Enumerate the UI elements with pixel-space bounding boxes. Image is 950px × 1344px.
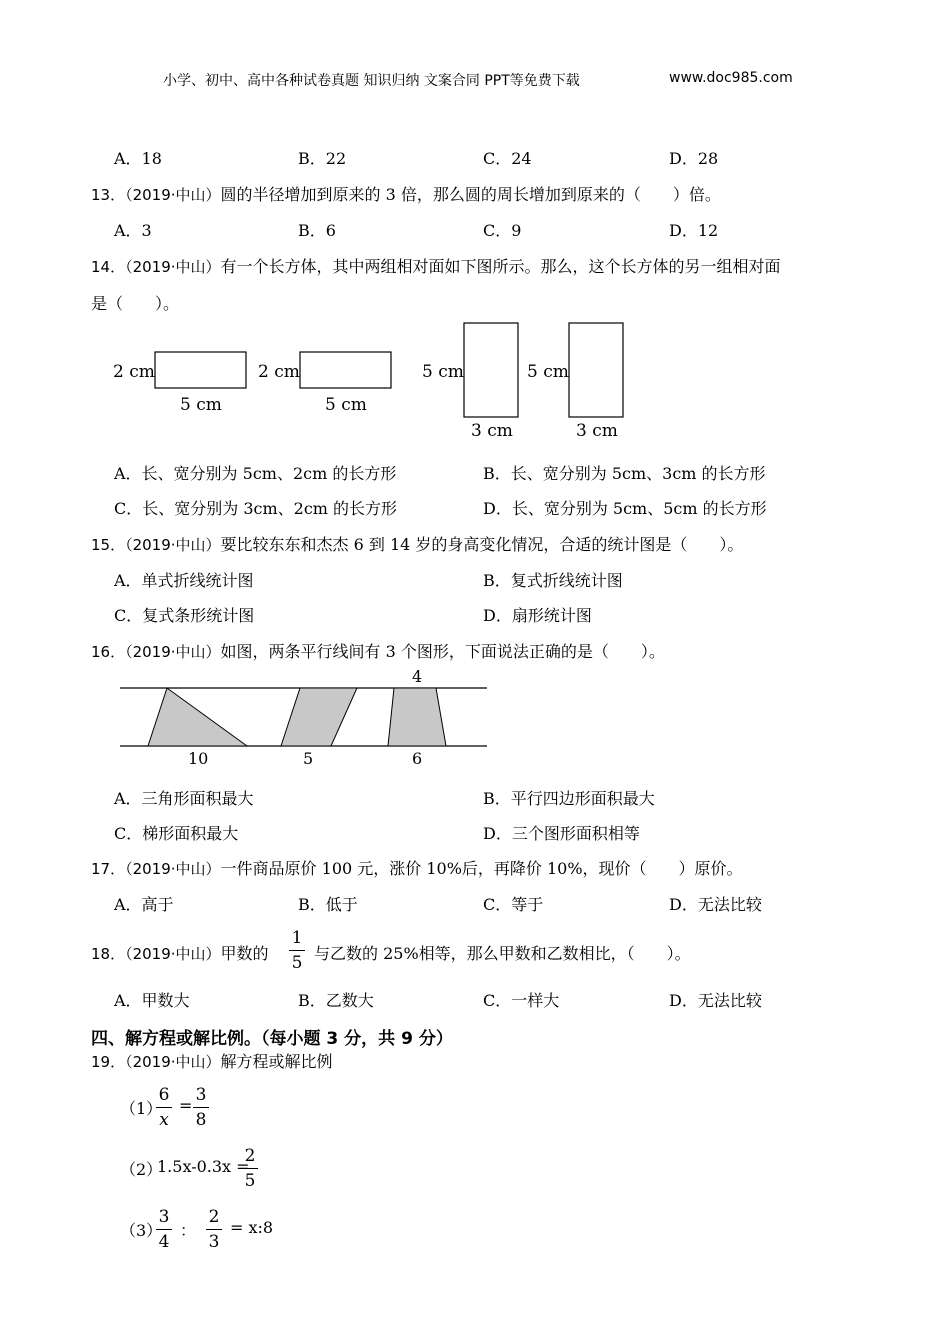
q12-option-b[interactable]: B．22 xyxy=(298,149,347,168)
equals-sign: = xyxy=(179,1096,193,1115)
triangle-shape xyxy=(148,688,247,746)
fraction-denominator: x xyxy=(159,1110,169,1130)
question-14-text-line2: 是（ ）。 xyxy=(91,294,180,313)
q15-option-d[interactable]: D．扇形统计图 xyxy=(483,606,592,625)
question-text: 要比较东东和杰杰 6 到 14 岁的身高变化情况，合适的统计图是（ ）。 xyxy=(220,535,744,554)
q17-option-a[interactable]: A．高于 xyxy=(114,895,174,914)
question-text: 解方程或解比例 xyxy=(220,1052,333,1071)
q15-option-c[interactable]: C．复式条形统计图 xyxy=(114,606,255,625)
question-text-a: 甲数的 xyxy=(220,944,269,963)
figure-label: 5 cm xyxy=(180,395,222,415)
ratio-rest: = x:8 xyxy=(230,1218,274,1237)
cuboid-faces-figure xyxy=(0,0,950,450)
question-text-b: 与乙数的 25%相等，那么甲数和乙数相比，（ ）。 xyxy=(314,944,691,963)
q18-option-a[interactable]: A．甲数大 xyxy=(114,991,190,1010)
fraction-numerator: 1 xyxy=(291,928,303,948)
fraction-denominator: 8 xyxy=(195,1110,207,1130)
sub-question-label: （1） xyxy=(120,1099,163,1118)
figure-label: 5 cm xyxy=(527,362,569,382)
q18-option-d[interactable]: D．无法比较 xyxy=(669,991,762,1010)
q14-option-c[interactable]: C．长、宽分别为 3cm、2cm 的长方形 xyxy=(114,499,398,518)
face-rect-4 xyxy=(569,323,623,417)
fraction xyxy=(206,1207,222,1252)
fraction xyxy=(193,1085,209,1130)
fraction-denominator: 5 xyxy=(244,1171,256,1191)
question-17 xyxy=(91,856,743,879)
q14-option-a[interactable]: A．长、宽分别为 5cm、2cm 的长方形 xyxy=(114,464,397,483)
q12-option-c[interactable]: C．24 xyxy=(483,149,532,168)
q17-option-c[interactable]: C．等于 xyxy=(483,895,544,914)
q17-option-b[interactable]: B．低于 xyxy=(298,895,358,914)
q14-option-b[interactable]: B．长、宽分别为 5cm、3cm 的长方形 xyxy=(483,464,766,483)
question-source: （2019·中山） xyxy=(125,536,221,554)
q13-option-a[interactable]: A．3 xyxy=(114,221,152,240)
parallelogram-shape xyxy=(281,688,357,746)
question-text: 圆的半径增加到原来的 3 倍，那么圆的周长增加到原来的（ ）倍。 xyxy=(220,185,721,204)
figure-label: 5 cm xyxy=(325,395,367,415)
fraction-denominator: 3 xyxy=(208,1232,220,1252)
question-18 xyxy=(91,941,269,964)
sub-question-label: （3） xyxy=(120,1221,163,1240)
figure-label: 5 xyxy=(303,749,314,768)
fraction-numerator: 6 xyxy=(158,1085,170,1105)
fraction-numerator: 2 xyxy=(208,1207,220,1227)
q16-option-a[interactable]: A．三角形面积最大 xyxy=(114,789,254,808)
q15-option-a[interactable]: A．单式折线统计图 xyxy=(114,571,254,590)
question-text: 如图，两条平行线间有 3 个图形，下面说法正确的是（ ）。 xyxy=(220,642,665,661)
q14-option-d[interactable]: D．长、宽分别为 5cm、5cm 的长方形 xyxy=(483,499,767,518)
question-source: （2019·中山） xyxy=(125,258,221,276)
header-url[interactable]: www.doc985.com xyxy=(669,70,793,86)
q16-option-d[interactable]: D．三个图形面积相等 xyxy=(483,824,640,843)
q13-option-d[interactable]: D．12 xyxy=(669,221,719,240)
header-text: 小学、初中、高中各种试卷真题 知识归纳 文案合同 PPT等免费下载 xyxy=(163,73,580,89)
q17-option-d[interactable]: D．无法比较 xyxy=(669,895,762,914)
question-number: 17． xyxy=(91,860,126,878)
question-source: （2019·中山） xyxy=(125,643,221,661)
fraction-numerator: 3 xyxy=(195,1085,207,1105)
question-19 xyxy=(91,1049,333,1072)
trapezoid-shape xyxy=(388,688,446,746)
question-number: 15． xyxy=(91,536,126,554)
section-title: 四、解方程或解比例。（每小题 3 分，共 9 分） xyxy=(91,1029,453,1049)
figure-label: 2 cm xyxy=(113,362,155,382)
fraction-numerator: 3 xyxy=(158,1207,170,1227)
equation-expression: 1.5x-0.3x = xyxy=(157,1157,250,1176)
q16-option-c[interactable]: C．梯形面积最大 xyxy=(114,824,239,843)
figure-label: 4 xyxy=(412,667,423,686)
fraction xyxy=(242,1146,258,1191)
question-number: 16． xyxy=(91,643,126,661)
fraction xyxy=(156,1207,172,1252)
question-number: 14． xyxy=(91,258,126,276)
face-rect-1 xyxy=(155,352,246,388)
parallel-lines-figure xyxy=(0,660,950,775)
question-number: 13． xyxy=(91,186,126,204)
question-number: 19． xyxy=(91,1053,126,1071)
question-source: （2019·中山） xyxy=(125,860,221,878)
question-source: （2019·中山） xyxy=(125,1053,221,1071)
figure-label: 5 cm xyxy=(422,362,464,382)
fraction-numerator: 2 xyxy=(244,1146,256,1166)
q15-option-b[interactable]: B．复式折线统计图 xyxy=(483,571,623,590)
question-text: 有一个长方体，其中两组相对面如下图所示。那么，这个长方体的另一组相对面 xyxy=(220,257,781,276)
figure-label: 6 xyxy=(412,749,423,768)
face-rect-2 xyxy=(300,352,391,388)
q12-option-a[interactable]: A．18 xyxy=(114,149,162,168)
ratio-colon: ： xyxy=(180,1221,197,1240)
sub-question-label: （2） xyxy=(120,1160,163,1179)
question-16 xyxy=(91,639,665,662)
question-text: 一件商品原价 100 元，涨价 10%后，再降价 10%，现价（ ）原价。 xyxy=(220,859,743,878)
q13-option-b[interactable]: B．6 xyxy=(298,221,336,240)
fraction xyxy=(289,928,305,973)
figure-label: 3 cm xyxy=(471,421,513,441)
q12-option-d[interactable]: D．28 xyxy=(669,149,719,168)
question-source: （2019·中山） xyxy=(125,945,221,963)
face-rect-3 xyxy=(464,323,518,417)
figure-label: 10 xyxy=(188,749,209,768)
question-15 xyxy=(91,532,743,555)
q13-option-c[interactable]: C．9 xyxy=(483,221,522,240)
fraction-denominator: 5 xyxy=(291,953,303,973)
figure-label: 2 cm xyxy=(258,362,300,382)
fraction-denominator: 4 xyxy=(158,1232,170,1252)
question-number: 18． xyxy=(91,945,126,963)
q18-option-c[interactable]: C．一样大 xyxy=(483,991,560,1010)
figure-label: 3 cm xyxy=(576,421,618,441)
q18-option-b[interactable]: B．乙数大 xyxy=(298,991,374,1010)
q16-option-b[interactable]: B．平行四边形面积最大 xyxy=(483,789,655,808)
fraction xyxy=(156,1085,172,1130)
question-source: （2019·中山） xyxy=(125,186,221,204)
